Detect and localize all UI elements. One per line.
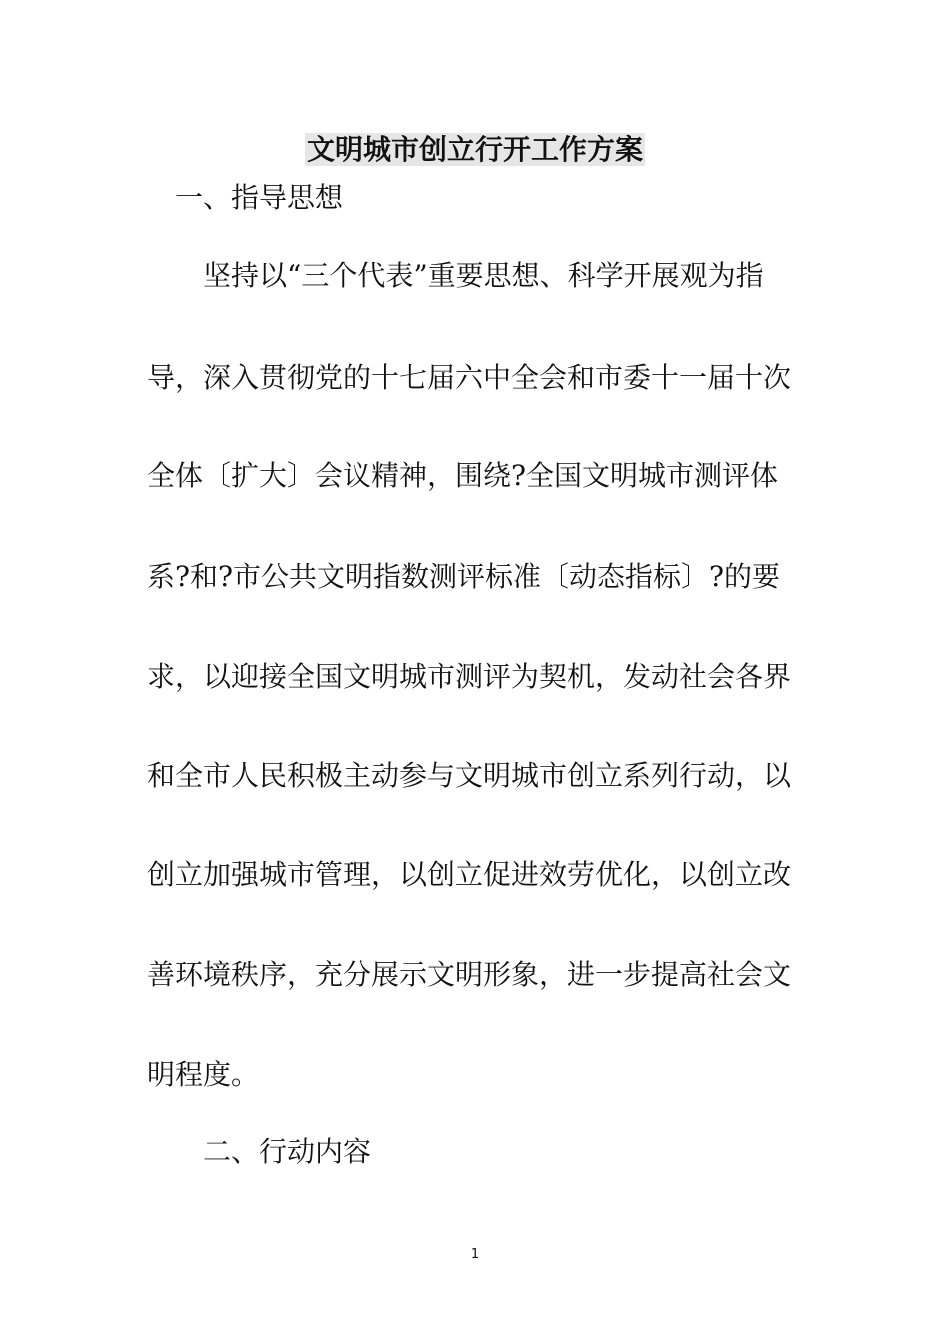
paragraph-line: 创立加强城市管理，以创立促进效劳优化，以创立改 [147, 858, 792, 891]
page-number: 1 [470, 1247, 480, 1262]
paragraph-line: 坚持以“三个代表”重要思想、科学开展观为指 [203, 259, 764, 292]
section-heading-action-content: 二、行动内容 [203, 1135, 372, 1168]
paragraph-line: 明程度。 [147, 1058, 260, 1091]
paragraph-line: 全体〔扩大〕会议精神，围绕?全国文明城市测评体 [147, 459, 779, 492]
paragraph-line: 导，深入贯彻党的十七届六中全会和市委十一届十次 [147, 361, 792, 394]
section-heading-guiding-ideology: 一、指导思想 [175, 181, 344, 214]
paragraph-line: 系?和?市公共文明指数测评标准〔动态指标〕?的要 [147, 560, 781, 593]
document-title [0, 130, 950, 170]
paragraph-line: 和全市人民积极主动参与文明城市创立系列行动，以 [147, 759, 792, 792]
document-title-text: 文明城市创立行开工作方案 [306, 133, 643, 166]
paragraph-line: 求，以迎接全国文明城市测评为契机，发动社会各界 [147, 660, 792, 693]
paragraph-line: 善环境秩序，充分展示文明形象，进一步提高社会文 [147, 958, 792, 991]
